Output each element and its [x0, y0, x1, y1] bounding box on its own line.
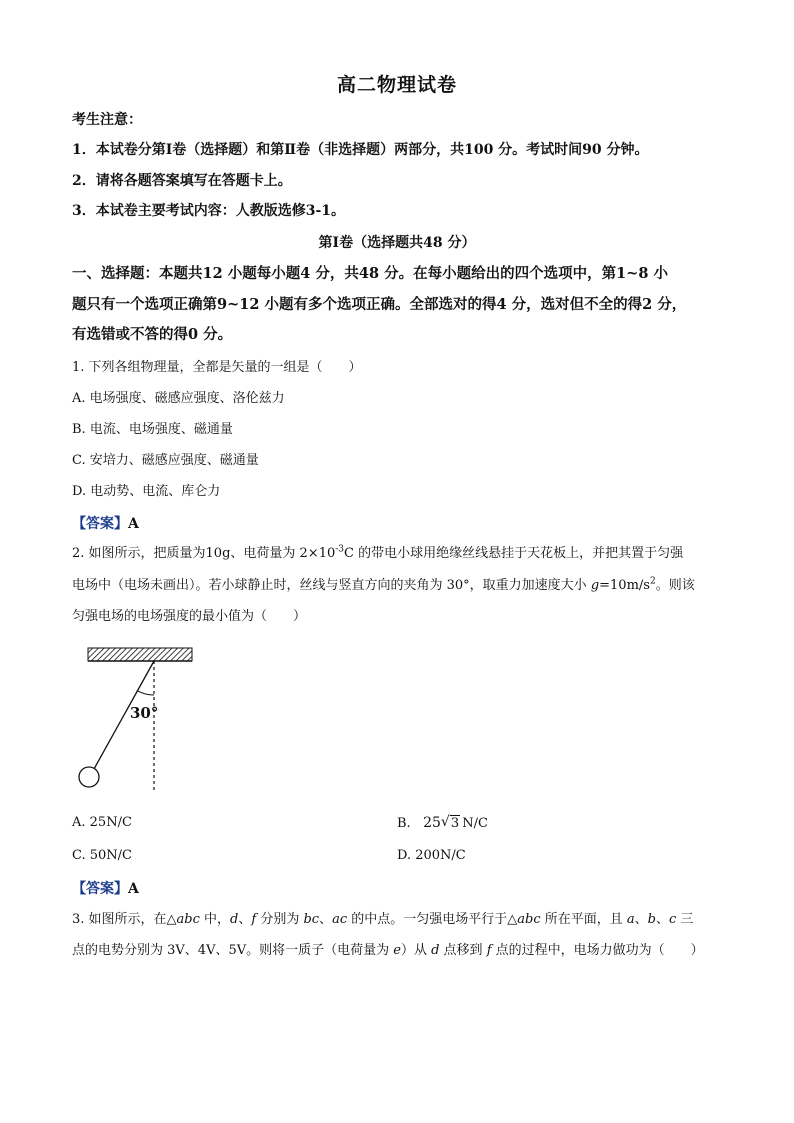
- q1-option-a: A. 电场强度、磁感应强度、洛伦兹力: [72, 391, 285, 406]
- ceiling-hatch: [88, 648, 192, 661]
- notice-heading: 考生注意：: [72, 112, 142, 128]
- answer-value: A: [128, 516, 139, 532]
- q1-option-d: D. 电动势、电流、库仑力: [72, 484, 221, 499]
- q2-option-a: A. 25N/C: [72, 815, 132, 830]
- q3-stem-line-2: 点的电势分别为 3V、4V、5V。则将一质子（电荷量为 e）从 d 点移到 f 点的过程中，电场力做功为（ ）: [72, 943, 704, 958]
- q3-stem-line-1: 3. 如图所示，在△abc 中，d、f 分别为 bc、ac 的中点。一匀强电场平行于△abc 所在平面，且 a、b、c 三: [72, 912, 694, 927]
- section-instructions-line-1: 一、选择题：本题共12 小题每小题4 分，共48 分。在每小题给出的四个选项中，第1~8 小: [72, 265, 668, 282]
- q1-option-b: B. 电流、电场强度、磁通量: [72, 422, 233, 437]
- charged-ball: [79, 767, 99, 787]
- q1-stem: 1. 下列各组物理量，全都是矢量的一组是（ ）: [72, 360, 362, 375]
- answer-label: 【答案】: [72, 881, 128, 897]
- q1-option-c: C. 安培力、磁感应强度、磁通量: [72, 453, 259, 468]
- q2-option-c: C. 50N/C: [72, 848, 132, 863]
- angle-label: 30°: [130, 704, 159, 722]
- q1-answer: [72, 513, 139, 533]
- pendulum-diagram: [72, 640, 202, 800]
- q2-stem-line-1: 2. 如图所示，把质量为10g、电荷量为 $2\times 10^{-3}C$ 的带电小球用绝缘丝线悬挂于天花板上，并把其置于匀强: [72, 544, 684, 561]
- q2-option-b: B. 25 √ 3 N/C: [397, 814, 488, 831]
- q2-answer: [72, 878, 139, 898]
- angle-arc: [138, 691, 155, 695]
- answer-label: 【答案】: [72, 516, 128, 532]
- q2-stem-line-3: 匀强电场的电场强度的最小值为（ ）: [72, 609, 307, 624]
- section-instructions-line-3: 有选错或不答的得0 分。: [72, 326, 233, 343]
- page-title: 高二物理试卷: [336, 74, 457, 96]
- q2-stem-line-2: 电场中（电场未画出）。若小球静止时，丝线与竖直方向的夹角为 30°，取重力加速度大小 $g=10m/s^2$。则该: [72, 576, 695, 593]
- notice-item-3: 3．本试卷主要考试内容：人教版选修3-1。: [72, 203, 346, 219]
- section-title: 第Ⅰ卷（选择题共48 分）: [318, 235, 476, 251]
- q2-option-d: D. 200N/C: [397, 848, 466, 863]
- sqrt-symbol: √ 3: [440, 814, 460, 831]
- notice-item-2: 2．请将各题答案填写在答题卡上。: [72, 173, 292, 189]
- answer-value: A: [128, 881, 139, 897]
- section-instructions-line-2: 题只有一个选项正确第9~12 小题有多个选项正确。全部选对的得4 分，选对但不全的得2 分，: [72, 296, 687, 313]
- notice-item-1: 1．本试卷分第Ⅰ卷（选择题）和第Ⅱ卷（非选择题）两部分，共100 分。考试时间90 分钟。: [72, 142, 649, 158]
